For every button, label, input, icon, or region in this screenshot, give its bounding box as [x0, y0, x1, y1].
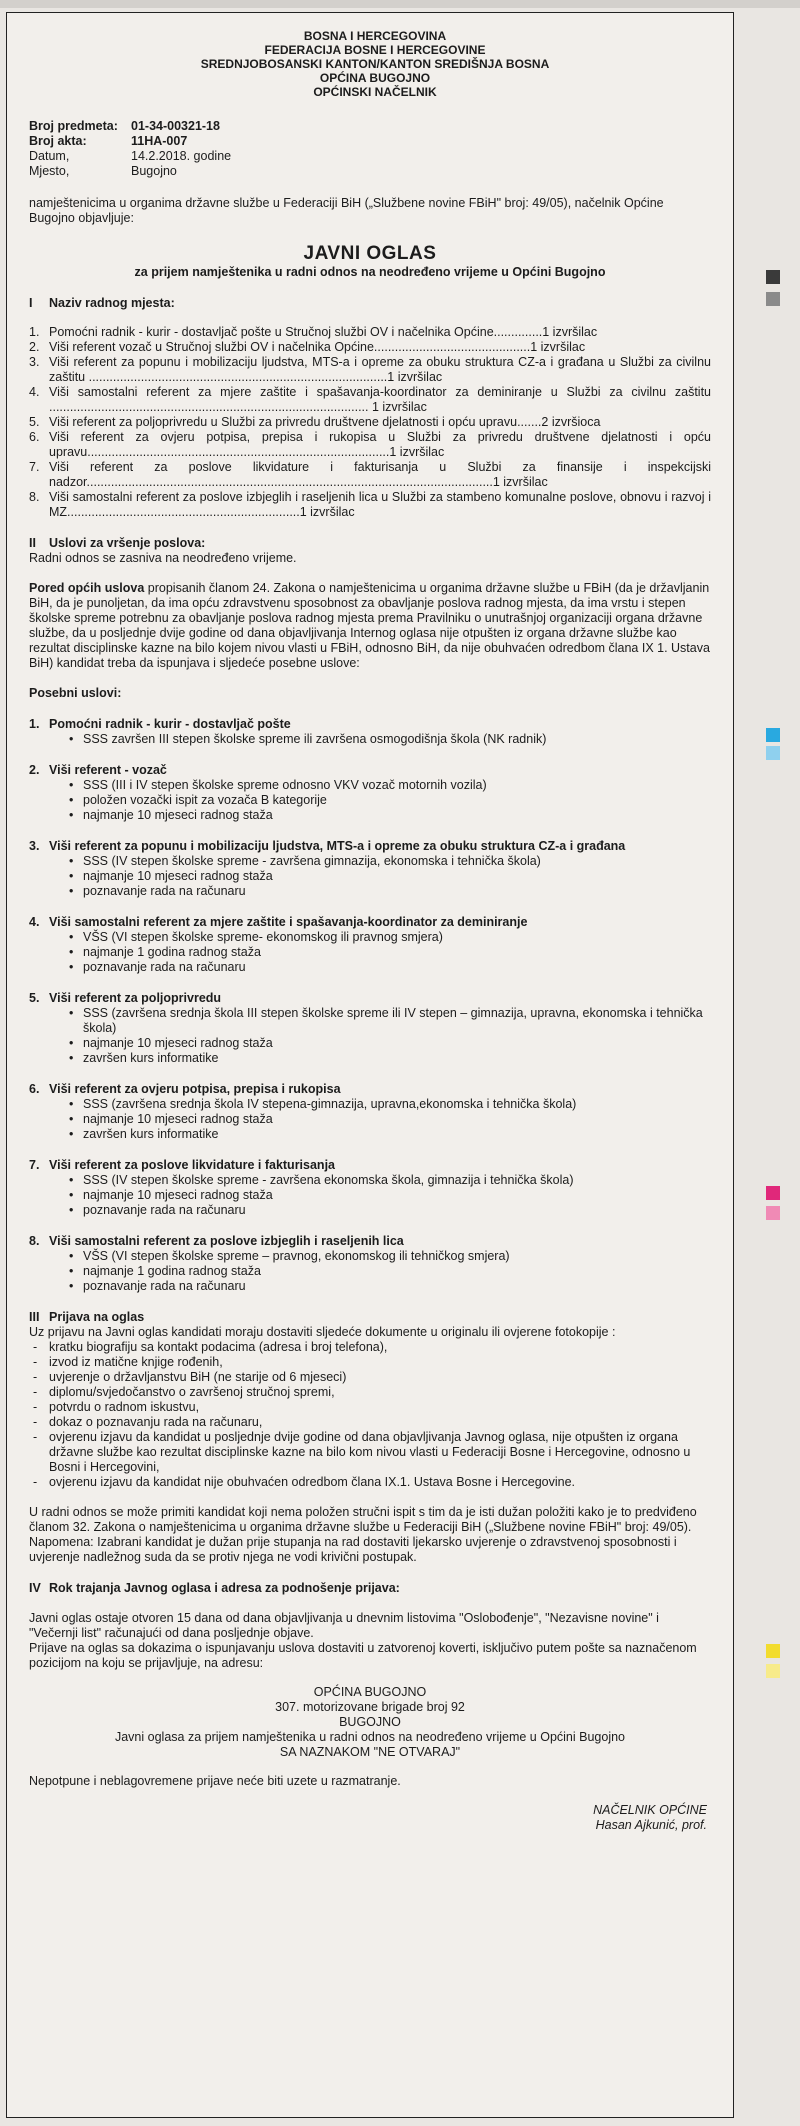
- condition-item: • poznavanje rada na računaru: [69, 884, 711, 899]
- notice-subtitle: za prijem namještenika u radni odnos na neodređeno vrijeme u Općini Bugojno: [134, 265, 606, 279]
- address-line: OPĆINA BUGOJNO: [313, 1685, 427, 1699]
- section-application: [29, 1310, 711, 1565]
- condition-number: 6.: [29, 1082, 40, 1096]
- condition-position: Viši referent - vozač: [49, 763, 167, 777]
- condition-item: • najmanje 10 mjeseci radnog staža: [69, 869, 711, 884]
- signatory-role: NAČELNIK OPĆINE: [593, 1803, 707, 1817]
- document-item: - uvjerenje o državljanstvu BiH (ne starije od 6 mjeseci): [29, 1370, 711, 1385]
- section-number: I: [29, 296, 33, 310]
- position-text: Pomoćni radnik - kurir - dostavljač pošte u Stručnoj službi OV i načelnika Općine..............1 izvršilac: [49, 325, 598, 339]
- registration-mark-yellow: [766, 1644, 780, 1658]
- condition-list: [29, 930, 711, 975]
- section-conditions: [29, 536, 711, 1294]
- positions-list: [29, 325, 711, 520]
- header-line: OPĆINA BUGOJNO: [319, 71, 431, 85]
- condition-group: [29, 1082, 711, 1142]
- condition-list: [29, 1173, 711, 1218]
- condition-number: 1.: [29, 717, 40, 731]
- meta-label: Broj akta:: [29, 134, 87, 148]
- condition-item: • završen kurs informatike: [69, 1051, 711, 1066]
- condition-group: [29, 839, 711, 899]
- position-item: [29, 340, 711, 355]
- condition-group: [29, 1234, 711, 1294]
- position-text: Viši samostalni referent za mjere zaštite i spašavanja-koordinator za deminiranje u Službi za civilnu zaštitu ............................................................................................ 1 izvršilac: [49, 385, 711, 414]
- condition-title: [29, 1234, 711, 1249]
- condition-position: Pomoćni radnik - kurir - dostavljač pošte: [49, 717, 291, 731]
- meta-value: Bugojno: [131, 164, 177, 178]
- condition-item: • najmanje 10 mjeseci radnog staža: [69, 1112, 711, 1127]
- closing-remark: Nepotpune i neblagovremene prijave neće biti uzete u razmatranje.: [29, 1774, 401, 1788]
- public-notice: [6, 12, 734, 2118]
- condition-item: • SSS (završena srednja škola IV stepena-gimnazija, upravna,ekonomska i tehnička škola): [69, 1097, 711, 1112]
- section-number: II: [29, 536, 36, 550]
- header-line: FEDERACIJA BOSNE I HERCEGOVINE: [264, 43, 486, 57]
- note-paragraph: Napomena: Izabrani kandidat je dužan prije stupanja na rad dostaviti ljekarsko uvjerenje o zdravstvenoj sposobnosti i uvjerenje nadležnog suda da se protiv njega ne vodi krivični postupak.: [29, 1535, 677, 1564]
- section-deadline-address: [29, 1581, 711, 1789]
- condition-group: [29, 1158, 711, 1218]
- professional-exam-paragraph: U radni odnos se može primiti kandidat koji nema položen stručni ispit s tim da je isti dužan položiti kako je to predviđeno članom 32. Zakona o namještenicima u organima državne službe u Federaciji BiH („Službene novine FBiH" broj: 49/05).: [29, 1505, 697, 1534]
- condition-item: • poznavanje rada na računaru: [69, 960, 711, 975]
- condition-group: [29, 717, 711, 747]
- condition-list: [29, 778, 711, 823]
- meta-value: 11HA-007: [131, 134, 188, 148]
- section-title: Rok trajanja Javnog oglasa i adresa za podnošenje prijava:: [49, 1581, 400, 1595]
- deadline-paragraph: Javni oglas ostaje otvoren 15 dana od dana objavljivanja u dnevnim listovima "Oslobođenje", "Nezavisne novine" i "Večernji list" računajući od dana posljednje objave.: [29, 1611, 659, 1640]
- meta-label: Mjesto,: [29, 164, 70, 178]
- position-text: Viši referent za poljoprivredu u Službi za privredu društvene djelatnosti i opću upravu.......2 izvršioca: [49, 415, 601, 429]
- notice-title: JAVNI OGLAS: [303, 243, 437, 264]
- position-text: Viši referent za popunu i mobilizaciju ljudstva, MTS-a i opreme za obuku struktura CZ-a i građana u Službi za civilnu zaštitu ......................................................................................1 izvršilac: [49, 355, 711, 384]
- meta-label: Datum,: [29, 149, 70, 163]
- document-item: - ovjerenu izjavu da kandidat nije obuhvaćen odredbom člana IX.1. Ustava Bosne i Hercegovine.: [29, 1475, 711, 1490]
- condition-item: • SSS završen III stepen školske spreme ili završena osmogodišnja škola (NK radnik): [69, 732, 711, 747]
- position-item: [29, 460, 711, 490]
- condition-group: [29, 991, 711, 1066]
- condition-item: • završen kurs informatike: [69, 1127, 711, 1142]
- position-item: [29, 355, 711, 385]
- condition-title: [29, 991, 711, 1006]
- condition-title: [29, 717, 711, 732]
- document-item: - ovjerenu izjavu da kandidat u posljednje dvije godine od dana objavljivanja Javnog oglasa, nije otpušten iz organa državne službe kao rezultat disciplinske kazne na bilo kom nivou vlasti u Federaciji Bosne i Hercegovine, odnosno u Bosni i Hercegovini,: [29, 1430, 711, 1475]
- position-number: 1.: [29, 325, 40, 339]
- top-page-strip: [0, 0, 800, 8]
- position-item: [29, 415, 711, 430]
- condition-item: • najmanje 1 godina radnog staža: [69, 945, 711, 960]
- address-line: SA NAZNAKOM "NE OTVARAJ": [279, 1745, 461, 1759]
- position-text: Viši samostalni referent za poslove izbjeglih i raseljenih lica u Službi za stambeno komunalne poslove, obnovu i razvoj i MZ...................................................................1 izvršilac: [49, 490, 711, 519]
- condition-group: [29, 915, 711, 975]
- general-conditions-lead: Pored općih uslova: [29, 581, 145, 595]
- submission-paragraph: Prijave na oglas sa dokazima o ispunjavanju uslova dostaviti u zatvorenoj koverti, isključivo putem pošte sa naznačenom pozicijom na koju se prijavljuje, na adresu:: [29, 1641, 697, 1670]
- section-heading: [29, 296, 711, 311]
- meta-row-place: [29, 164, 711, 179]
- special-conditions-heading: Posebni uslovi:: [29, 686, 122, 700]
- registration-mark-dark: [766, 270, 780, 284]
- condition-item: • SSS (III i IV stepen školske spreme odnosno VKV vozač motornih vozila): [69, 778, 711, 793]
- condition-item: • najmanje 1 godina radnog staža: [69, 1264, 711, 1279]
- condition-list: [29, 854, 711, 899]
- condition-list: [29, 1006, 711, 1066]
- condition-title: [29, 915, 711, 930]
- position-text: Viši referent za poslove likvidature i fakturisanja u Službi za finansije i inspekcijski nadzor.....................................................................................................................1 izvršilac: [49, 460, 711, 489]
- position-number: 6.: [29, 430, 40, 444]
- position-number: 8.: [29, 490, 40, 504]
- condition-item: • najmanje 10 mjeseci radnog staža: [69, 1036, 711, 1051]
- section-heading: [29, 1581, 711, 1596]
- condition-item: • položen vozački ispit za vozača B kategorije: [69, 793, 711, 808]
- header-line: OPĆINSKI NAČELNIK: [313, 85, 437, 99]
- condition-position: Viši referent za popunu i mobilizaciju ljudstva, MTS-a i opreme za obuku struktura CZ-a i građana: [49, 839, 626, 853]
- condition-item: • SSS (završena srednja škola III stepen školske spreme ili IV stepen – gimnazija, upravna, ekonomska i tehnička škola): [69, 1006, 711, 1036]
- header-line: BOSNA I HERCEGOVINA: [303, 29, 447, 43]
- position-number: 3.: [29, 355, 40, 369]
- position-item: [29, 490, 711, 520]
- document-item: - potvrdu o radnom iskustvu,: [29, 1400, 711, 1415]
- condition-list: [29, 732, 711, 747]
- position-text: Viši referent za ovjeru potpisa, prepisa i rukopisa u Službi za privredu društvene djelatnosti i opću upravu.......................................................................................1 izvršilac: [49, 430, 711, 459]
- registration-mark-gray: [766, 292, 780, 306]
- address-line: BUGOJNO: [339, 1715, 401, 1729]
- document-metadata: [29, 119, 711, 179]
- registration-mark-cyan: [766, 728, 780, 742]
- document-item: - dokaz o poznavanju rada na računaru,: [29, 1415, 711, 1430]
- intro-paragraph: namještenicima u organima državne službe u Federaciji BiH („Službene novine FBiH" broj: 49/05), načelnik Općine Bugojno objavljuje:: [29, 196, 664, 225]
- condition-item: • VŠS (VI stepen školske spreme – pravnog, ekonomskog ili tehničkog smjera): [69, 1249, 711, 1264]
- document-item: - diplomu/svjedočanstvo o završenoj stručnoj spremi,: [29, 1385, 711, 1400]
- general-conditions-text: propisanih članom 24. Zakona o namještenicima u organima državne službe u FBiH (da je državljanin BiH, da je punoljetan, da ima opću zdravstvenu sposobnost za obavljanje poslova radnog mjesta, da ima vrstu i stepen školske spreme potrebnu za obavljanje poslova radnog mjesta prema Pravilniku o unutrašnjoj organizaciji organa državne službe, da u posljednje dvije godine od dana objavljivanja Internog oglasa nije otpušten iz organa državne službe kao rezultat disciplinske kazne na bilo kojem nivou vlasti u FBiH, odnosno BiH, da nije obuhvaćen odredbom člana IX 1. Ustava BiH) kandidat treba da ispunjava i sljedeće posebne uslove:: [29, 581, 710, 670]
- condition-item: • VŠS (VI stepen školske spreme- ekonomskog ili pravnog smjera): [69, 930, 711, 945]
- condition-list: [29, 1097, 711, 1142]
- condition-number: 2.: [29, 763, 40, 777]
- registration-mark-cyan-light: [766, 746, 780, 760]
- position-number: 4.: [29, 385, 40, 399]
- condition-position: Viši referent za poljoprivredu: [49, 991, 222, 1005]
- position-item: [29, 430, 711, 460]
- documents-intro: Uz prijavu na Javni oglas kandidati moraju dostaviti sljedeće dokumente u originalu ili ovjerene fotokopije :: [29, 1325, 616, 1339]
- position-text: Viši referent vozač u Stručnoj službi OV i načelnika Općine.............................................1 izvršilac: [49, 340, 586, 354]
- registration-mark-yellow-light: [766, 1664, 780, 1678]
- condition-title: [29, 763, 711, 778]
- condition-item: • poznavanje rada na računaru: [69, 1203, 711, 1218]
- condition-title: [29, 839, 711, 854]
- position-number: 2.: [29, 340, 40, 354]
- signature-block: [29, 1803, 707, 1833]
- section-title: Naziv radnog mjesta:: [49, 296, 175, 310]
- mailing-address: [29, 1685, 711, 1760]
- condition-title: [29, 1082, 711, 1097]
- condition-item: • najmanje 10 mjeseci radnog staža: [69, 808, 711, 823]
- condition-number: 3.: [29, 839, 40, 853]
- document-item: - kratku biografiju sa kontakt podacima (adresa i broj telefona),: [29, 1340, 711, 1355]
- section-number: IV: [29, 1581, 41, 1595]
- condition-number: 7.: [29, 1158, 40, 1172]
- documents-list: [29, 1340, 711, 1490]
- meta-value: 14.2.2018. godine: [131, 149, 232, 163]
- condition-group: [29, 763, 711, 823]
- section-positions: [29, 296, 711, 520]
- condition-item: • SSS (IV stepen školske spreme - završena ekonomska škola, gimnazija i tehnička škola): [69, 1173, 711, 1188]
- condition-item: • SSS (IV stepen školske spreme - završena gimnazija, ekonomska i tehnička škola): [69, 854, 711, 869]
- meta-row-case-number: [29, 119, 711, 134]
- condition-title: [29, 1158, 711, 1173]
- section-heading: [29, 1310, 711, 1325]
- general-conditions-paragraph: [29, 581, 711, 671]
- signatory-name: Hasan Ajkunić, prof.: [595, 1818, 707, 1832]
- condition-position: Viši samostalni referent za poslove izbjeglih i raseljenih lica: [49, 1234, 404, 1248]
- position-item: [29, 325, 711, 340]
- position-number: 7.: [29, 460, 40, 474]
- condition-position: Viši referent za poslove likvidature i fakturisanja: [49, 1158, 335, 1172]
- condition-list: [29, 1249, 711, 1294]
- institution-header: [39, 29, 711, 99]
- header-line: SREDNJOBOSANSKI KANTON/KANTON SREDIŠNJA BOSNA: [200, 57, 550, 71]
- condition-position: Viši samostalni referent za mjere zaštite i spašavanja-koordinator za deminiranje: [49, 915, 528, 929]
- meta-row-date: [29, 149, 711, 164]
- address-line: Javni oglasa za prijem namještenika u radni odnos na neodređeno vrijeme u Općini Bugojno: [114, 1730, 626, 1744]
- employment-type-line: Radni odnos se zasniva na neodređeno vrijeme.: [29, 551, 297, 565]
- registration-mark-magenta: [766, 1186, 780, 1200]
- condition-item: • poznavanje rada na računaru: [69, 1279, 711, 1294]
- section-title: Prijava na oglas: [49, 1310, 145, 1324]
- document-item: - izvod iz matične knjige rođenih,: [29, 1355, 711, 1370]
- registration-mark-magenta-light: [766, 1206, 780, 1220]
- section-heading: [29, 536, 711, 551]
- section-number: III: [29, 1310, 40, 1324]
- section-title: Uslovi za vršenje poslova:: [49, 536, 206, 550]
- position-number: 5.: [29, 415, 40, 429]
- condition-number: 5.: [29, 991, 40, 1005]
- meta-label: Broj predmeta:: [29, 119, 118, 133]
- condition-item: • najmanje 10 mjeseci radnog staža: [69, 1188, 711, 1203]
- condition-number: 8.: [29, 1234, 40, 1248]
- meta-value: 01-34-00321-18: [131, 119, 220, 133]
- condition-position: Viši referent za ovjeru potpisa, prepisa i rukopisa: [49, 1082, 341, 1096]
- position-item: [29, 385, 711, 415]
- address-line: 307. motorizovane brigade broj 92: [275, 1700, 465, 1714]
- meta-row-act-number: [29, 134, 711, 149]
- condition-number: 4.: [29, 915, 40, 929]
